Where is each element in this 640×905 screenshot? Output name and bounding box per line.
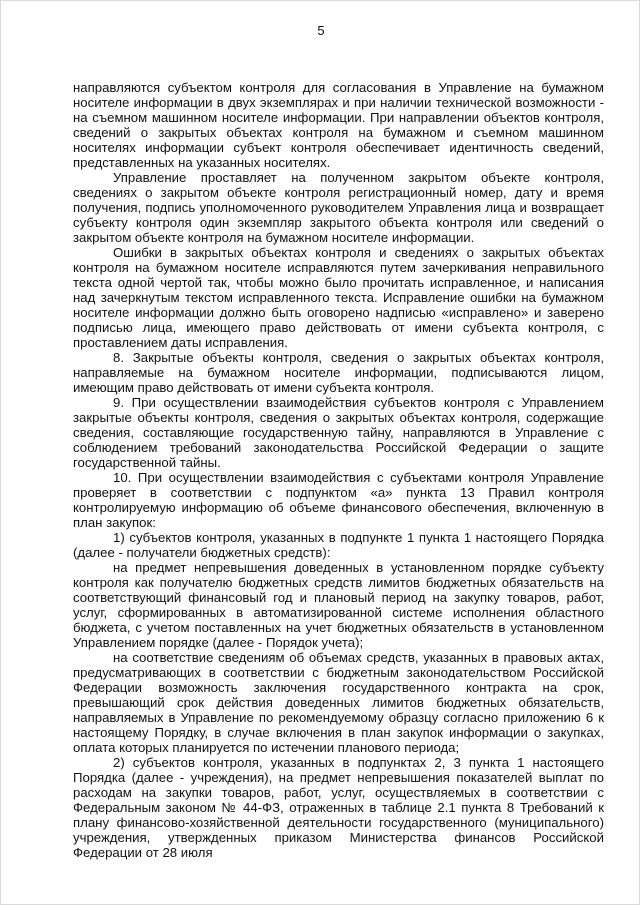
paragraph-registration: Управление проставляет на полученном закрытом объекте контроля, сведениях о закрытом объекте контроля регистрационный номер, дату и время получения, подпись уполномоченного руководителем Управления лица и возвращает субъекту контроля один экземпляр закрытого объекта контроля или сведений о закрытом объекте контроля на бумажном носителе информации. [73,170,604,245]
paragraph-subitem-2: 2) субъектов контроля, указанных в подпунктах 2, 3 пункта 1 настоящего Порядка (далее - учреждения), на предмет непревышения показателей выплат по расходам на закупки товаров, работ, услуг, осуществляемых в соответствии с Федеральным законом № 44-ФЗ, отраженных в таблице 2.1 пункта 8 Требований к плану финансово-хозяйственной деятельности государственного (муниципального) учреждения, утвержденных приказом Министерства финансов Российской Федерации от 28 июля [73,755,604,860]
paragraph-continuation: направляются субъектом контроля для согласования в Управление на бумажном носителе информации в двух экземплярах и при наличии технической возможности - на съемном машинном носителе информации. При направлении объектов контроля, сведений о закрытых объектах контроля на бумажном и съемном машинном носителях информации субъект контроля обеспечивает идентичность сведений, представленных на указанных носителях. [73,80,604,170]
paragraph-item-8: 8. Закрытые объекты контроля, сведения о закрытых объектах контроля, направляемые на бумажном носителе информации, подписываются лицом, имеющим право действовать от имени субъекта контроля. [73,350,604,395]
paragraph-item-9: 9. При осуществлении взаимодействия субъектов контроля с Управлением закрытые объекты контроля, сведения о закрытых объектах контроля, содержащие сведения, составляющие государственную тайну, направляются в Управление с соблюдением требований законодательства Российской Федерации о защите государственной тайны. [73,395,604,470]
paragraph-item-10: 10. При осуществлении взаимодействия с субъектами контроля Управление проверяет в соответствии с подпунктом «а» пункта 13 Правил контроля контролируемую информацию об объеме финансового обеспечения, включенную в план закупок: [73,470,604,530]
paragraph-subitem-1-limits: на предмет непревышения доведенных в установленном порядке субъекту контроля как получателю бюджетных средств лимитов бюджетных обязательств на соответствующий финансовый год и плановый период на закупку товаров, работ, услуг, сформированных в автоматизированной системе исполнения областного бюджета, с учетом поставленных на учет бюджетных обязательств в установленном Управлением порядке (далее - Порядок учета); [73,560,604,650]
paragraph-subitem-1-legal-acts: на соответствие сведениям об объемах средств, указанных в правовых актах, предусматривающих в соответствии с бюджетным законодательством Российской Федерации возможность заключения государственного контракта на срок, превышающий срок действия доведенных лимитов бюджетных обязательств, направляемых в Управление по рекомендуемому образцу согласно приложению 6 к настоящему Порядку, в случае включения в план закупок информации о закупках, оплата которых планируется по истечении планового периода; [73,650,604,755]
paragraph-subitem-1: 1) субъектов контроля, указанных в подпункте 1 пункта 1 настоящего Порядка (далее - получатели бюджетных средств): [73,530,604,560]
paragraph-corrections: Ошибки в закрытых объектах контроля и сведениях о закрытых объектах контроля на бумажном носителе исправляются путем зачеркивания неправильного текста одной чертой так, чтобы можно было прочитать исправленное, и написания над зачеркнутым текстом исправленного текста. Исправление ошибки на бумажном носителе информации должно быть оговорено надписью «исправлено» и заверено подписью лица, имеющего право действовать от имени субъекта контроля, с проставлением даты исправления. [73,245,604,350]
page-number: 5 [317,23,325,38]
document-body [73,80,604,860]
